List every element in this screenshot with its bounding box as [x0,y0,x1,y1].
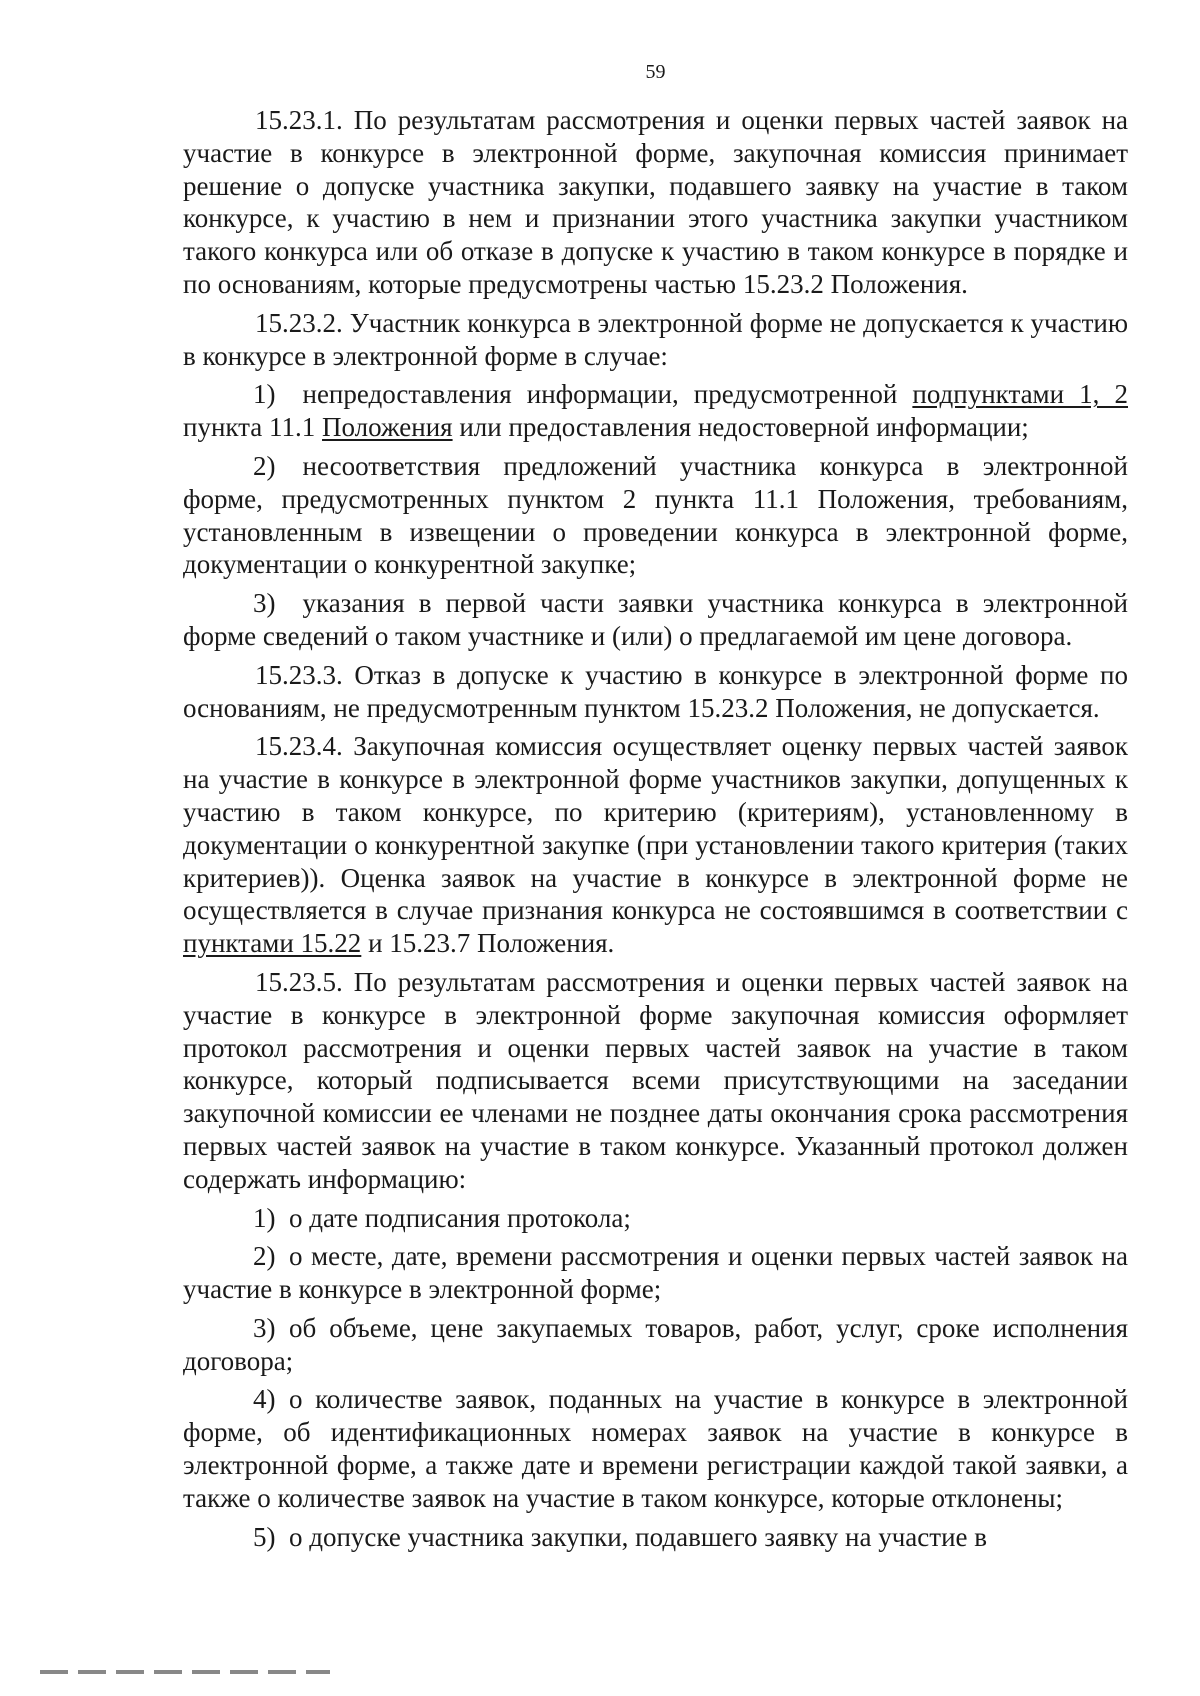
list-item-text: или предоставления недостоверной информации; [452,412,1029,443]
paragraph-15-23-3: 15.23.3. Отказ в допуске к участию в конкурсе в электронной форме по основаниям, не предусмотренным пунктом 15.23.2 Положения, не допускается. [183,659,1128,723]
list-item-15-23-2-1 [183,378,1128,444]
list-item-15-23-5-3: 3) об объеме, цене закупаемых товаров, работ, услуг, сроке исполнения договора; [183,1312,1128,1376]
scan-artifact-marks [40,1670,330,1674]
paragraph-15-23-1: 15.23.1. По результатам рассмотрения и оценки первых частей заявок на участие в конкурсе в электронной форме, закупочная комиссия принимает решение о допуске участника закупки, подавшего заявку на участие в таком конкурсе, к участию в нем и признании этого участника закупки участником такого конкурса или об отказе в допуске к участию в таком конкурсе в порядке и по основаниям, которые предусмотрены частью 15.23.2 Положения. [183,105,1128,299]
link-subpoints-1-2[interactable]: подпунктами 1, 2 [912,379,1128,410]
paragraph-text: и 15.23.7 Положения. [361,928,615,959]
link-regulation[interactable]: Положения [322,412,453,443]
list-item-text: пункта 11.1 [183,412,323,443]
document-body [183,104,1128,1559]
paragraph-15-23-5: 15.23.5. По результатам рассмотрения и оценки первых частей заявок на участие в конкурсе в электронной форме закупочная комиссия оформляет протокол рассмотрения и оценки первых частей заявок на участие в таком конкурсе, который подписывается всеми присутствующими на заседании закупочной комиссии ее членами не позднее даты окончания срока рассмотрения первых частей заявок на участие в таком конкурсе. Указанный протокол должен содержать информацию: [183,966,1128,1194]
list-item-text: 1) непредоставления информации, предусмотренной [253,379,913,410]
list-item-15-23-5-4: 4) о количестве заявок, поданных на участие в конкурсе в электронной форме, об идентификационных номерах заявок на участие в конкурсе в электронной форме, а также дате и времени регистрации каждой такой заявки, а также о количестве заявок на участие в таком конкурсе, которые отклонены; [183,1384,1128,1513]
list-item-15-23-5-1: 1) о дате подписания протокола; [253,1202,631,1233]
link-points-15-22[interactable]: пунктами 15.22 [183,928,362,959]
paragraph-15-23-2: 15.23.2. Участник конкурса в электронной форме не допускается к участию в конкурсе в электронной форме в случае: [183,307,1128,371]
list-item-15-23-5-2: 2) о месте, дате, времени рассмотрения и оценки первых частей заявок на участие в конкурсе в электронной форме; [183,1241,1128,1305]
list-item-15-23-2-2: 2) несоответствия предложений участника конкурса в электронной форме, предусмотренных пунктом 2 пункта 11.1 Положения, требованиям, установленным в извещении о проведении конкурса в электронной форме, документации о конкурентной закупке; [183,450,1128,580]
page-number: 59 [645,61,666,83]
list-item-15-23-2-3: 3) указания в первой части заявки участника конкурса в электронной форме сведений о таком участнике и (или) о предлагаемой им цене договора. [183,588,1128,651]
paragraph-15-23-4 [183,730,1128,960]
paragraph-text: 15.23.4. Закупочная комиссия осуществляет оценку первых частей заявок на участие в конкурсе в электронной форме участников закупки, допущенных к участию в таком конкурсе, по критерию (критериям), установленному в документации о конкурентной закупке (при установлении такого критерия (таких критериев)). Оценка заявок на участие в конкурсе в электронной форме не осуществляется в случае признания конкурса не состоявшимся в соответствии с [183,731,1128,926]
list-item-15-23-5-5: 5) о допуске участника закупки, подавшего заявку на участие в [253,1521,988,1552]
document-page [183,0,1128,1696]
